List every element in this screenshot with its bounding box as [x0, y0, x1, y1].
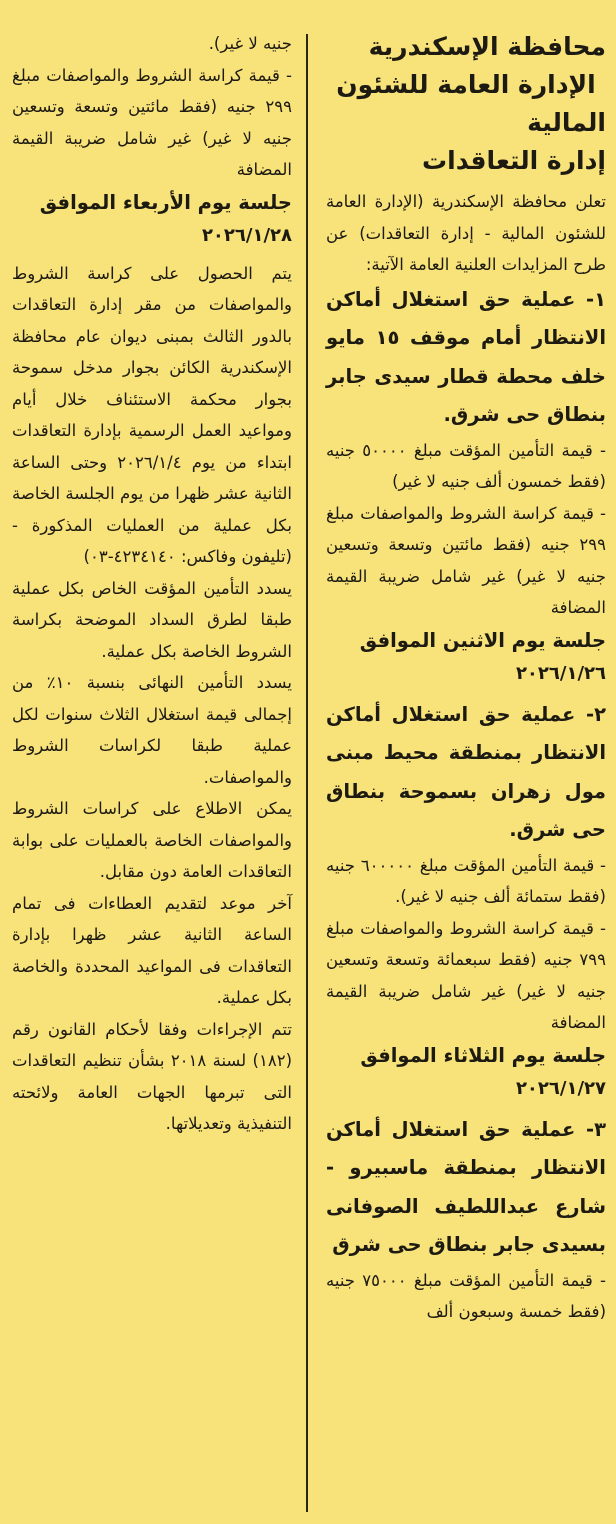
terms-temporary-deposit: يسدد التأمين المؤقت الخاص بكل عملية طبقا لطرق السداد الموضحة بكراسة الشروط الخاصة بكل عملية.	[12, 578, 292, 661]
header-department: الإدارة العامة للشئون المالية	[336, 70, 606, 137]
op1-date: ٢٠٢٦/١/٢٦	[515, 662, 606, 684]
left-column	[12, 28, 292, 1140]
terms-final-deposit: يسدد التأمين النهائى بنسبة ١٠٪ من إجمالى قيمة استغلال الثلاث سنوات لكل عملية طبقا لكراسات الشروط والمواصفات.	[12, 673, 292, 787]
op2-session: جلسة يوم الثلاثاء الموافق	[360, 1043, 606, 1067]
intro-paragraph: تعلن محافظة الإسكندرية (الإدارة العامة للشئون المالية - إدارة التعاقدات) عن طرح المزايدات العلنية العامة الآتية:	[326, 192, 606, 274]
op2-title: ٢- عملية حق استغلال أماكن الانتظار بمنطقة محيط مبنى مول زهران بسموحة بنطاق حى شرق.	[326, 702, 606, 841]
terms-online-portal: يمكن الاطلاع على كراسات الشروط والمواصفات الخاصة بالعمليات على بوابة التعاقدات العامة دون مقابل.	[12, 799, 292, 881]
op2-date: ٢٠٢٦/١/٢٧	[515, 1077, 606, 1099]
terms-bid-deadline: آخر موعد لتقديم العطاءات فى تمام الساعة الثانية عشر ظهرا بإدارة التعاقدات فى المواعيد المحددة والخاصة بكل عملية.	[12, 893, 292, 1007]
op2-booklet: - قيمة كراسة الشروط والمواصفات مبلغ ٧٩٩ جنيه (فقط سبعمائة وتسعة وتسعين جنيه لا غير) غير شامل ضريبة القيمة المضافة	[326, 918, 606, 1032]
op1-booklet: - قيمة كراسة الشروط والمواصفات مبلغ ٢٩٩ جنيه (فقط مائتين وتسعة وتسعين جنيه لا غير) غير شامل ضريبة القيمة المضافة	[326, 503, 606, 617]
op3-booklet: - قيمة كراسة الشروط والمواصفات مبلغ ٢٩٩ جنيه (فقط مائتين وتسعة وتسعين جنيه لا غير) غير شامل ضريبة القيمة المضافة	[12, 65, 292, 179]
op1-title: ١- عملية حق استغلال أماكن الانتظار أمام موقف ١٥ مايو خلف محطة قطار سيدى جابر بنطاق حى شرق.	[326, 287, 607, 426]
op2-deposit: - قيمة التأمين المؤقت مبلغ ٦٠٠٠٠٠ جنيه (فقط ستمائة ألف جنيه لا غير).	[326, 855, 606, 906]
terms-legal-basis: تتم الإجراءات وفقا لأحكام القانون رقم (١٨٢) لسنة ٢٠١٨ بشأن تنظيم التعاقدات التى تبرمها الجهات العامة ولائحته التنفيذية وتعديلاتها.	[12, 1019, 292, 1133]
terms-booklet-collection: يتم الحصول على كراسة الشروط والمواصفات من مقر إدارة التعاقدات بالدور الثالث بمبنى ديوان عام محافظة الإسكندرية الكائن بجوار مدخل سموحة بجوار محكمة الاستئناف خلال أيام ومواعيد العمل الرسمية بإدارة التعاقدات ابتداء من يوم ٢٠٢٦/١/٤ وحتى الساعة الثانية عشر ظهرا من يوم الجلسة الخاصة بكل عملية من العمليات المذكورة - (تليفون وفاكس: ٤٢٣٤١٤٠-٠٣)	[12, 263, 292, 566]
op1-session: جلسة يوم الاثنين الموافق	[359, 628, 606, 652]
right-column	[326, 28, 606, 1328]
op1-deposit: - قيمة التأمين المؤقت مبلغ ٥٠٠٠٠ جنيه (فقط خمسون ألف جنيه لا غير)	[326, 440, 606, 491]
op3-date: ٢٠٢٦/١/٢٨	[201, 224, 292, 246]
op3-title: ٣- عملية حق استغلال أماكن الانتظار بمنطقة ماسبيرو - شارع عبداللطيف الصوفانى بسيدى جابر بنطاق حى شرق	[326, 1117, 606, 1256]
column-divider	[306, 34, 308, 1512]
op3-deposit: - قيمة التأمين المؤقت مبلغ ٧٥٠٠٠ جنيه (فقط خمسة وسبعون ألف	[326, 1270, 606, 1321]
header-governorate: محافظة الإسكندرية	[368, 32, 606, 61]
header-contracts-office: إدارة التعاقدات	[422, 146, 606, 175]
op3-deposit-continued: جنيه لا غير).	[208, 34, 292, 53]
op3-session: جلسة يوم الأربعاء الموافق	[39, 190, 292, 214]
